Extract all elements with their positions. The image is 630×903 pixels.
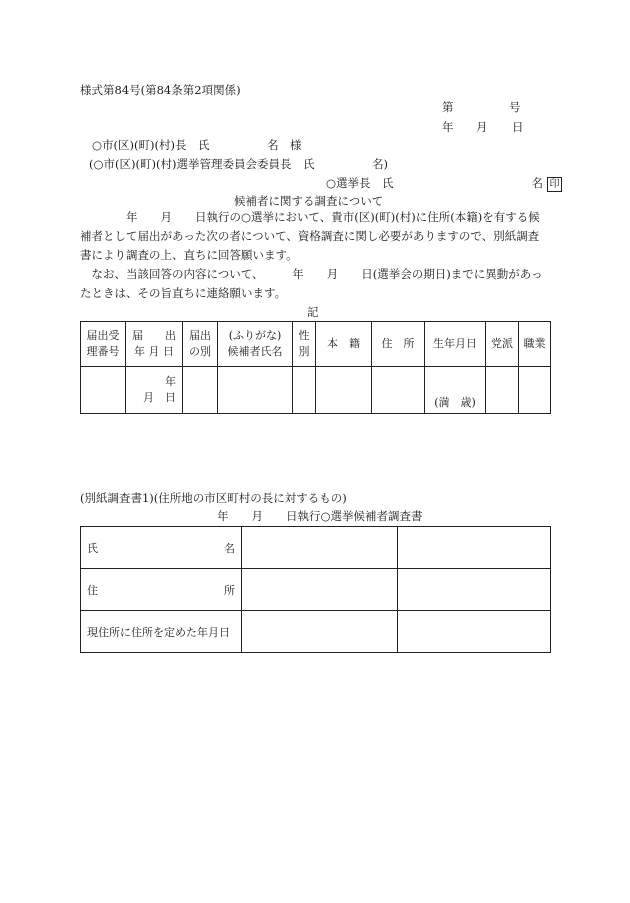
annex-label-residence-date: 現住所に住所を定めた年月日	[81, 611, 242, 653]
header-sex-line2: 別	[298, 345, 310, 358]
annex-label-address-a: 住	[87, 583, 98, 597]
candidate-table-header	[81, 322, 551, 367]
header-candidate-name	[218, 322, 293, 367]
date-year: 年	[442, 120, 454, 134]
header-filing-kind	[183, 322, 218, 367]
header-receipt-number-line2: 理番号	[86, 345, 120, 358]
annex-row-address	[81, 569, 551, 611]
annex-survey-table	[80, 526, 551, 653]
header-receipt-number-line1: 届出受	[86, 329, 120, 342]
addressee-mayor: ○市(区)(町)(村)長 氏 名 様	[92, 138, 302, 152]
header-occupation: 職業	[519, 322, 551, 367]
annex-label-name-a: 氏	[87, 541, 98, 555]
candidate-table	[80, 321, 551, 414]
header-filing-date-line2: 年 月 日	[134, 345, 174, 358]
sender-line	[326, 176, 562, 192]
annex-label-name-b: 名	[224, 541, 235, 555]
cell-occupation	[519, 367, 551, 414]
header-party: 党派	[486, 322, 519, 367]
header-filing-kind-line1: 届出	[189, 329, 211, 342]
cell-address	[372, 367, 425, 414]
ki-mark: 記	[307, 305, 319, 319]
seal-mark: 印	[547, 177, 562, 192]
annex-cell-address-2	[398, 569, 551, 611]
cell-receipt-number	[81, 367, 126, 414]
header-filing-kind-line2: の別	[189, 345, 211, 358]
doc-number-suffix: 号	[509, 100, 521, 114]
cell-filing-date	[126, 367, 183, 414]
body-paragraph-1: 年 月 日執行の○選挙において、貴市(区)(町)(村)に住所(本籍)を有する候補者として届出があった次の者について、資格調査に関し必要がありますので、別紙調査書により調査の上、直ちに回答願います。	[80, 210, 540, 262]
sender-name: ○選挙長 氏 名	[326, 176, 544, 190]
addressee-committee: (○市(区)(町)(村)選挙管理委員会委員長 氏 名)	[89, 157, 388, 171]
annex-cell-name-1	[242, 527, 398, 569]
header-sex-line1: 性	[298, 329, 310, 342]
header-sex	[293, 322, 316, 367]
header-filing-date	[126, 322, 183, 367]
header-birthdate: 生年月日	[425, 322, 486, 367]
form-number: 様式第84号(第84条第2項関係)	[80, 83, 241, 97]
cell-honseki	[316, 367, 372, 414]
annex-title: (別紙調査書1)(住所地の市区町村の長に対するもの)	[80, 491, 347, 505]
cell-party	[486, 367, 519, 414]
annex-label-name	[81, 527, 242, 569]
annex-cell-residence-date-1	[242, 611, 398, 653]
cell-sex	[293, 367, 316, 414]
annex-cell-address-1	[242, 569, 398, 611]
annex-subtitle: 年 月 日執行○選挙候補者調査書	[217, 509, 423, 523]
cell-filing-date-monthday: 月 日	[143, 391, 176, 404]
header-honseki: 本 籍	[316, 322, 372, 367]
cell-filing-kind	[183, 367, 218, 414]
subject-title: 候補者に関する調査について	[234, 194, 384, 208]
cell-filing-date-year: 年	[165, 375, 176, 388]
header-address: 住 所	[372, 322, 425, 367]
annex-cell-residence-date-2	[398, 611, 551, 653]
date-month: 月	[476, 120, 488, 134]
annex-label-address-b: 所	[224, 583, 235, 597]
cell-candidate-name	[218, 367, 293, 414]
cell-birthdate: (満 歳)	[425, 367, 486, 414]
date-day: 日	[512, 120, 524, 134]
annex-row-name	[81, 527, 551, 569]
header-filing-date-b: 出	[165, 329, 176, 342]
header-candidate-name-line1: (ふりがな)	[228, 329, 282, 342]
annex-label-address	[81, 569, 242, 611]
header-filing-date-a: 届	[132, 329, 143, 342]
annex-cell-name-2	[398, 527, 551, 569]
body-paragraph-2: なお、当該回答の内容について、 年 月 日(選挙会の期日)までに異動があったときは、その旨直ちに連絡願います。	[80, 267, 543, 300]
candidate-table-row	[81, 367, 551, 414]
header-receipt-number	[81, 322, 126, 367]
doc-number-prefix: 第	[442, 100, 454, 114]
annex-row-residence-date	[81, 611, 551, 653]
header-candidate-name-line2: 候補者氏名	[227, 345, 283, 358]
